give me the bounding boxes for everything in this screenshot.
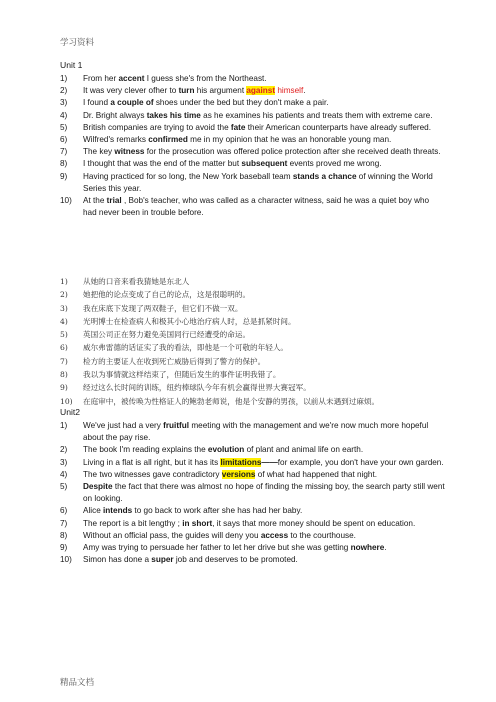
item-number: 3) (60, 303, 68, 313)
translation-item (60, 355, 445, 368)
sentence-item (60, 457, 445, 469)
item-number: 8) (60, 530, 68, 540)
item-number: 2) (60, 290, 68, 300)
sentence-item (60, 469, 445, 481)
sentence-text: to go back to work after she has had her baby. (132, 506, 303, 516)
sentence-item (60, 73, 445, 85)
item-number: 8) (60, 370, 68, 380)
translation-text: 经过这么长时间的训练，纽约棒球队今年有机会赢得世界大赛冠军。 (83, 383, 311, 393)
item-number: 3) (60, 457, 68, 467)
sentence-text: events proved me wrong. (287, 159, 382, 169)
item-number: 6) (60, 135, 68, 145)
sentence-text: his argument (194, 86, 247, 96)
item-number: 5) (60, 330, 68, 340)
sentence-text: Simon has done a (83, 555, 152, 565)
sentence-text: of plant and animal life on earth. (244, 445, 364, 455)
page-footer: 精品文档 (60, 678, 95, 688)
sentence-text: shoes under the bed but they don't make a pair. (153, 98, 329, 108)
sentence-text: meeting with the management and we're now much more hopeful about the pay rise. (83, 421, 429, 443)
sentence-text: The report is a bit lengthy ; (83, 518, 183, 528)
page-header: 学习资料 (60, 38, 95, 48)
keyword: Despite (83, 482, 113, 492)
translation-item (60, 395, 445, 408)
sentence-text: of what had happened that night. (255, 469, 378, 479)
item-number: 4) (60, 110, 68, 120)
keyword: subsequent (241, 159, 288, 169)
sentence-text: Amy was trying to persuade her father to let her drive but she was getting (83, 543, 351, 553)
sentence-text: I thought that was the end of the matter but (83, 159, 242, 169)
sentence-text: himself (275, 86, 304, 96)
sentence-item (60, 171, 445, 195)
keyword: accent (118, 74, 145, 83)
sentence-text: I found (83, 98, 111, 108)
item-number: 10) (60, 396, 73, 406)
sentence-text: Wilfred's remarks (83, 135, 149, 145)
item-number: 1) (60, 421, 68, 430)
translation-text: 检方的主要证人在收到死亡威胁后得到了警方的保护。 (83, 356, 266, 366)
keyword: fruitful (163, 421, 190, 430)
keyword: confirmed (148, 135, 188, 145)
sentence-text: I guess she's from the Northeast. (144, 74, 267, 83)
keyword: nowhere (350, 543, 385, 553)
unit1-translation-list (60, 275, 445, 408)
translation-item (60, 381, 445, 394)
keyword: takes his time (146, 110, 201, 120)
highlighted-keyword: versions (221, 469, 256, 479)
sentence-item (60, 554, 445, 566)
keyword: fate (230, 122, 246, 132)
item-number: 10) (60, 555, 72, 565)
translation-text: 英国公司正在努力避免美国同行已经遭受的命运。 (83, 330, 251, 340)
item-number: 7) (60, 356, 68, 366)
translation-item (60, 275, 445, 288)
sentence-text: the fact that there was almost no hope of finding the missing boy, the search party still went on looking. (83, 482, 445, 504)
item-number: 1) (60, 74, 68, 83)
keyword: super (151, 555, 174, 565)
unit1-sentence-list (60, 73, 445, 219)
translation-text: 威尔弗雷德的话证实了我的看法，即他是一个可敬的年轻人。 (83, 343, 289, 353)
keyword: witness (114, 147, 145, 157)
sentence-text: for the prosecution was offered police protection after she received death threats. (144, 147, 441, 157)
keyword: a couple of (110, 98, 154, 108)
translation-item (60, 288, 445, 301)
sentence-text: The key (83, 147, 115, 157)
sentence-text: , Bob's teacher, who was called as a character witness, said he was a quiet boy who had never been in trouble before. (83, 196, 430, 218)
sentence-text: It was very clever ofher to (83, 86, 179, 96)
highlighted-keyword: against (246, 86, 276, 96)
unit2-sentence-list (60, 420, 445, 566)
sentence-item (60, 420, 445, 444)
translation-text: 从她的口音来看我猜她是东北人 (83, 277, 190, 286)
item-number: 4) (60, 469, 68, 479)
sentence-text: At the (83, 196, 107, 206)
translation-text: 我以为事情就这样结束了，但随后发生的事件证明我错了。 (83, 370, 281, 380)
sentence-text: British companies are trying to avoid the (83, 122, 231, 132)
sentence-item (60, 505, 445, 517)
item-number: 7) (60, 147, 68, 157)
translation-text: 她把他的论点变成了自己的论点，这是很聪明的。 (83, 290, 251, 300)
keyword: in short (182, 518, 213, 528)
sentence-text: Living in a flat is all right, but it has its (83, 457, 221, 467)
translation-item (60, 302, 445, 315)
highlighted-keyword: limitations (220, 457, 262, 467)
keyword: access (260, 530, 289, 540)
sentence-item (60, 122, 445, 134)
sentence-text: me in my opinion that he was an honorable young man. (187, 135, 392, 145)
unit2-title: Unit2 (60, 407, 81, 417)
sentence-text: . (384, 543, 387, 553)
sentence-text: Without an official pass, the guides will deny you (83, 530, 261, 540)
item-number: 2) (60, 86, 68, 96)
sentence-text: Dr. Bright always (83, 110, 147, 120)
keyword: —— (261, 457, 278, 467)
sentence-item (60, 518, 445, 530)
sentence-text: . (303, 86, 306, 96)
item-number: 9) (60, 171, 68, 181)
sentence-text: , it says that more money should be spent on education. (212, 518, 416, 528)
sentence-text: job and deserves to be promoted. (173, 555, 298, 565)
item-number: 8) (60, 159, 68, 169)
translation-item (60, 328, 445, 341)
keyword: trial (106, 196, 122, 206)
item-number: 7) (60, 518, 68, 528)
sentence-item (60, 481, 445, 505)
sentence-item (60, 110, 445, 122)
item-number: 4) (60, 316, 68, 326)
item-number: 5) (60, 122, 68, 132)
sentence-text: Having practiced for so long, the New York baseball team (83, 171, 293, 181)
sentence-item (60, 530, 445, 542)
translation-item (60, 368, 445, 381)
sentence-text: We've just had a very (83, 421, 164, 430)
keyword: evolution (207, 445, 245, 455)
sentence-text: as he examines his patients and treats them with extreme care. (200, 110, 433, 120)
keyword: intends (103, 506, 133, 516)
sentence-item (60, 97, 445, 109)
item-number: 10) (60, 196, 72, 206)
sentence-text: The book I'm reading explains the (83, 445, 208, 455)
sentence-item (60, 195, 445, 219)
sentence-text: to the courthouse. (288, 530, 356, 540)
sentence-text: From her (83, 74, 119, 83)
item-number: 2) (60, 445, 68, 455)
sentence-item (60, 444, 445, 456)
sentence-text: for example, you don't have your own garden. (277, 457, 444, 467)
sentence-item (60, 158, 445, 170)
item-number: 3) (60, 98, 68, 108)
translation-text: 光明博士在检查病人和极其小心地治疗病人时，总是抓紧时间。 (83, 316, 296, 326)
item-number: 6) (60, 506, 68, 516)
item-number: 6) (60, 343, 68, 353)
sentence-item (60, 542, 445, 554)
translation-text: 在庭审中，被传唤为性格证人的鲍勃老师说，他是个安静的男孩，以前从未遇到过麻烦。 (83, 396, 380, 406)
unit1-title: Unit 1 (60, 60, 83, 70)
sentence-item (60, 85, 445, 97)
item-number: 9) (60, 543, 68, 553)
translation-item (60, 341, 445, 354)
sentence-text: Alice (83, 506, 104, 516)
item-number: 1) (60, 277, 68, 286)
sentence-item (60, 134, 445, 146)
item-number: 5) (60, 482, 68, 492)
sentence-text: of winning the World Series this year. (83, 171, 433, 193)
keyword: stands a chance (292, 171, 357, 181)
translation-text: 我在床底下发现了两双鞋子，但它们不做一双。 (83, 303, 243, 313)
keyword: turn (178, 86, 195, 96)
sentence-item (60, 146, 445, 158)
sentence-text: The two witnesses gave contradictory (83, 469, 222, 479)
item-number: 9) (60, 383, 68, 393)
sentence-text: their American counterparts have already suffered. (245, 122, 432, 132)
translation-item (60, 315, 445, 328)
